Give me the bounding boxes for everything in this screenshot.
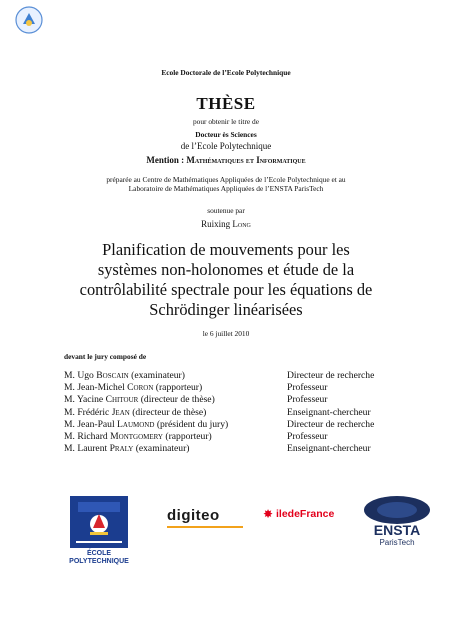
prepared-line-1: préparée au Centre de Mathématiques Appliquées de l’Ecole Polytechnique et au bbox=[106, 175, 346, 184]
ensta-logo bbox=[362, 494, 432, 550]
jury-role: Directeur de recherche bbox=[287, 418, 375, 430]
polytechnique-emblem bbox=[66, 494, 132, 550]
defense-date: le 6 juillet 2010 bbox=[202, 329, 250, 338]
iledefrance-wordmark: iledeFrance bbox=[276, 508, 335, 520]
thesis-title bbox=[0, 240, 452, 320]
star-icon: ✸ bbox=[263, 507, 274, 521]
polytechnique-logo bbox=[66, 494, 132, 566]
mention-prefix: Mention : bbox=[146, 155, 187, 165]
jury-name: M. Yacine Chitour (directeur de thèse) bbox=[64, 394, 215, 406]
institution: de l’Ecole Polytechnique bbox=[180, 141, 272, 151]
title-line: Schrödinger linéarisées bbox=[149, 300, 303, 319]
jury-role: Professeur bbox=[287, 394, 328, 406]
jury-intro: devant le jury composé de bbox=[64, 352, 147, 361]
jury-name: M. Laurent Praly (examinateur) bbox=[64, 443, 190, 455]
doctoral-school: Ecole Doctorale de l’Ecole Polytechnique bbox=[161, 68, 291, 77]
title-line: contrôlabilité spectrale pour les équations de bbox=[79, 280, 373, 299]
jury-role: Directeur de recherche bbox=[287, 370, 375, 381]
digiteo-underline bbox=[167, 526, 243, 528]
iledefrance-logo bbox=[263, 507, 343, 523]
author-first: Ruixing bbox=[201, 219, 231, 229]
jury-name: M. Jean-Michel Coron (rapporteur) bbox=[64, 382, 203, 394]
jury-role: Enseignant-chercheur bbox=[287, 406, 371, 418]
ensta-sub: ParisTech bbox=[379, 538, 415, 547]
jury-role: Professeur bbox=[287, 382, 328, 394]
title-line: Planification de mouvements pour les bbox=[102, 240, 350, 259]
ensta-wordmark: ENSTA bbox=[373, 522, 421, 538]
author-last: Long bbox=[232, 219, 251, 229]
degree: Docteur ès Sciences bbox=[195, 130, 257, 139]
jury-name: M. Ugo Boscain (examinateur) bbox=[64, 370, 185, 381]
jury-role: Professeur bbox=[287, 430, 328, 442]
author bbox=[0, 219, 452, 229]
digiteo-logo bbox=[167, 507, 245, 531]
mention-subject: Mathématiques et Informatique bbox=[186, 155, 306, 165]
obtain-line: pour obtenir le titre de bbox=[192, 117, 260, 126]
title-line: systèmes non-holonomes et étude de la bbox=[97, 260, 355, 279]
polytechnique-wordmark: ÉCOLE POLYTECHNIQUE bbox=[69, 550, 129, 565]
jury-name: M. Richard Montgomery (rapporteur) bbox=[64, 430, 212, 442]
thesis-heading: THÈSE bbox=[196, 94, 256, 113]
prepared-line-2: Laboratoire de Mathématiques Appliquées de l’ENSTA ParisTech bbox=[128, 184, 324, 193]
ensta-emblem bbox=[362, 494, 432, 524]
digiteo-wordmark: digiteo bbox=[167, 507, 220, 524]
defended-by: soutenue par bbox=[207, 206, 245, 215]
jury-name: M. Jean-Paul Laumond (président du jury) bbox=[64, 418, 229, 430]
jury-name: M. Frédéric Jean (directeur de thèse) bbox=[64, 406, 207, 418]
hal-logo bbox=[14, 5, 44, 35]
mention bbox=[0, 155, 452, 165]
jury-role: Enseignant-chercheur bbox=[287, 443, 371, 455]
